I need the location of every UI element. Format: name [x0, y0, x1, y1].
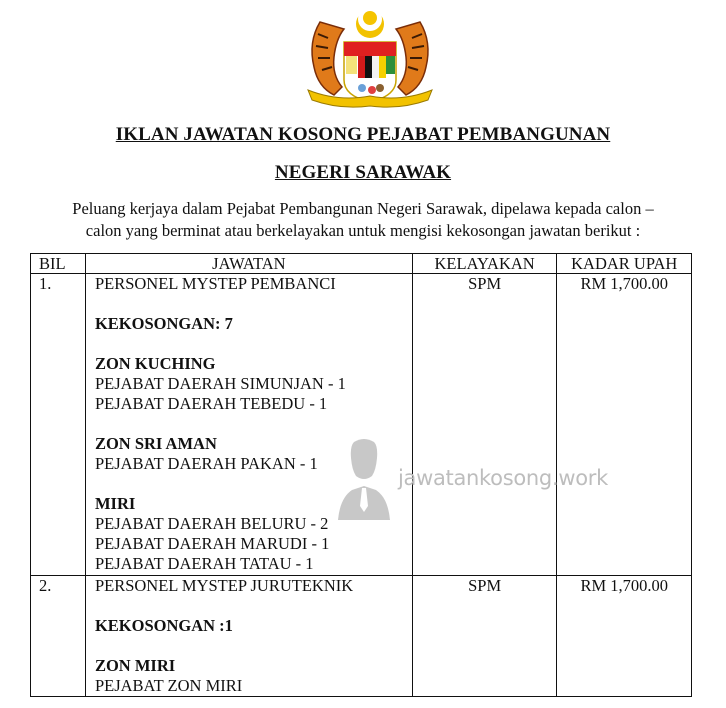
- kelayakan-value: SPM: [468, 576, 502, 595]
- header-bil: BIL: [31, 254, 86, 274]
- kadar-upah-cell: [557, 274, 692, 576]
- document-title-line2: NEGERI SARAWAK: [274, 162, 452, 183]
- office-item: PEJABAT DAERAH BELURU - 2: [94, 514, 329, 533]
- jawatan-cell: [85, 274, 412, 576]
- intro-line-2: calon yang berminat atau berkelayakan untuk mengisi kekosongan jawatan berikut :: [85, 221, 641, 240]
- job-title: PERSONEL MYSTEP JURUTEKNIK: [94, 576, 354, 595]
- header-jawatan: JAWATAN: [85, 254, 412, 274]
- row-number: [31, 576, 86, 697]
- zone-name: MIRI: [94, 494, 136, 513]
- zone-name: ZON KUCHING: [94, 354, 216, 373]
- office-item: PEJABAT DAERAH TEBEDU - 1: [94, 394, 328, 413]
- vacancy-table: [30, 253, 692, 697]
- header-kelayakan: KELAYAKAN: [412, 254, 557, 274]
- kadar-upah-value: RM 1,700.00: [580, 274, 668, 293]
- coat-of-arms-icon: [300, 4, 440, 114]
- document-title-line1: IKLAN JAWATAN KOSONG PEJABAT PEMBANGUNAN: [115, 124, 611, 145]
- kelayakan-cell: [412, 576, 557, 697]
- office-item: PEJABAT DAERAH TATAU - 1: [94, 554, 314, 573]
- zone-name: ZON MIRI: [94, 656, 176, 675]
- office-item: PEJABAT ZON MIRI: [94, 676, 243, 695]
- office-item: PEJABAT DAERAH SIMUNJAN - 1: [94, 374, 346, 393]
- office-item: PEJABAT DAERAH MARUDI - 1: [94, 534, 330, 553]
- vacancy-count: KEKOSONGAN: 7: [94, 314, 233, 333]
- table-row: [31, 576, 692, 697]
- header-kadar-upah: KADAR UPAH: [557, 254, 692, 274]
- zone-name: ZON SRI AMAN: [94, 434, 217, 453]
- kadar-upah-cell: [557, 576, 692, 697]
- office-item: PEJABAT DAERAH PAKAN - 1: [94, 454, 318, 473]
- watermark-text: jawatankosong.work: [398, 466, 608, 490]
- jawatan-cell: [85, 576, 412, 697]
- kadar-upah-value: RM 1,700.00: [580, 576, 668, 595]
- intro-line-1: Peluang kerjaya dalam Pejabat Pembangunan Negeri Sarawak, dipelawa kepada calon –: [72, 199, 654, 218]
- kelayakan-value: SPM: [468, 274, 502, 293]
- table-row: [31, 274, 692, 576]
- intro-paragraph: [0, 198, 726, 242]
- job-title: PERSONEL MYSTEP PEMBANCI: [94, 274, 336, 293]
- table-header-row: [31, 254, 692, 274]
- bil-value: 2.: [39, 576, 52, 595]
- bil-value: 1.: [39, 274, 52, 293]
- kelayakan-cell: [412, 274, 557, 576]
- vacancy-count: KEKOSONGAN :1: [94, 616, 233, 635]
- row-number: [31, 274, 86, 576]
